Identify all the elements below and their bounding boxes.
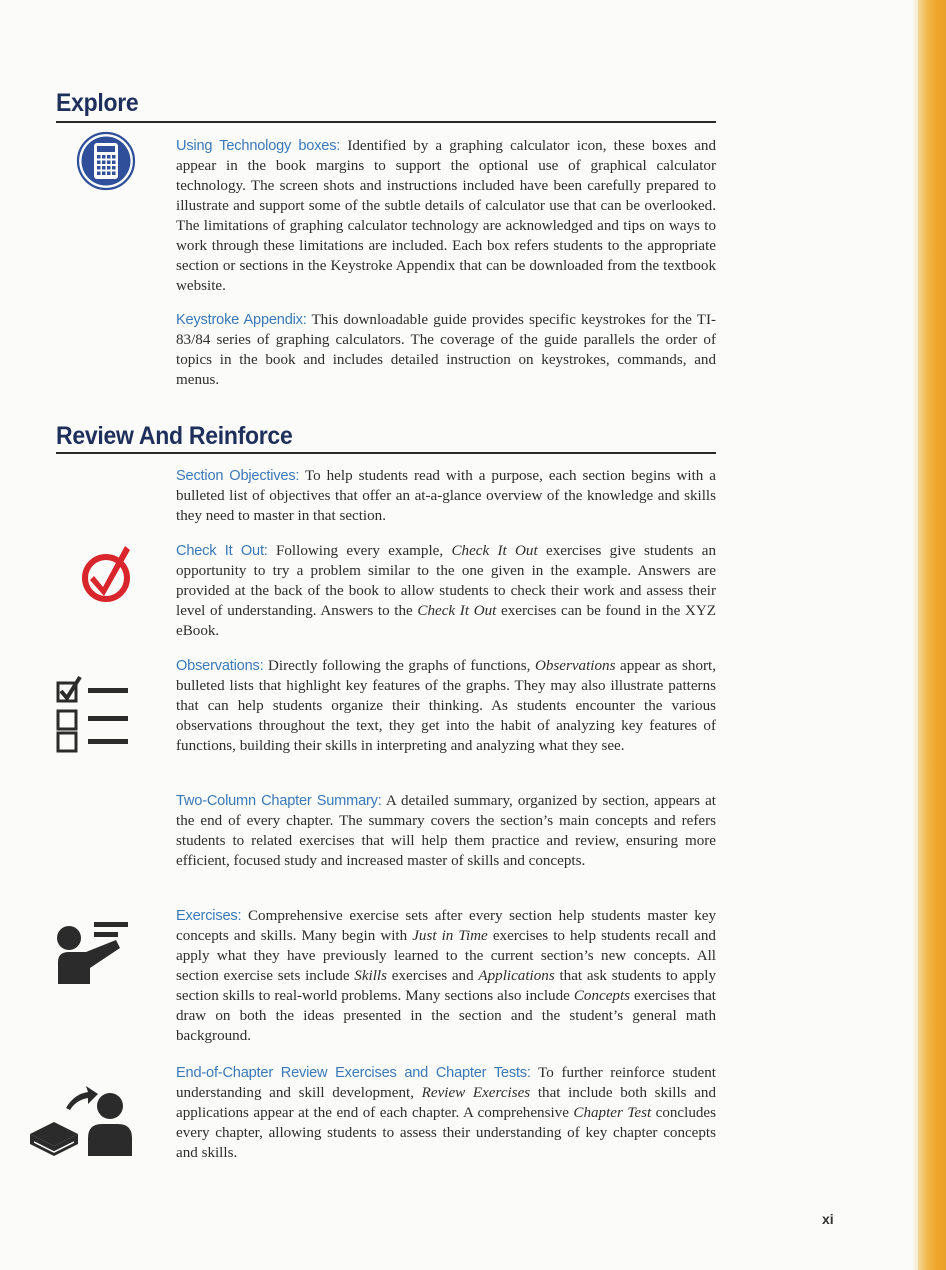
- entry-text: exercises can be found in the XYZ eBook.: [176, 603, 716, 639]
- page-edge: [918, 0, 946, 1270]
- entry-italic: Skills: [354, 968, 387, 984]
- entry-text: A detailed summary, organized by section, appears at the end of every chapter. The summary covers the section’s main concepts and refers students to related exercises that will help them practice and review, ensuring more efficient, focused study and increased master of skills and concepts.: [176, 793, 716, 869]
- entry-lead: Two-Column Chapter Summary:: [176, 793, 382, 809]
- entry-lead: End-of-Chapter Review Exercises and Chapter Tests:: [176, 1065, 531, 1081]
- page-number: xi: [822, 1211, 834, 1227]
- section-heading-review: Review And Reinforce: [56, 422, 293, 450]
- entry-text: Directly following the graphs of functions,: [263, 658, 535, 674]
- entry-text: Following every example,: [267, 543, 452, 559]
- entry-text: Identified by a graphing calculator icon, these boxes and appear in the book margins to support the optional use of graphical calculator technology. The screen shots and instructions included have been carefully prepared to illustrate and support some of the subtle details of calculator use that can be overlooked. The limitations of graphing calculator technology are acknowledged and tips on ways to work through these limitations are included. Each box refers students to the appropriate section or sections in the Keystroke Appendix that can be downloaded from the textbook website.: [176, 138, 717, 294]
- entry-chapter-summary: [176, 791, 716, 871]
- entry-italic: Concepts: [573, 988, 631, 1004]
- entry-text: appear as short, bulleted lists that highlight key features of the graphs. They may also illustrate patterns that can help students organize their thinking. As students encounter the various observations throughout the text, they get into the habit of analyzing key features of functions, building their skills in interpreting and analyzing what they see.: [176, 658, 716, 754]
- entry-using-technology: [176, 136, 716, 296]
- teacher-icon: [56, 918, 134, 986]
- entry-lead: Observations:: [176, 658, 264, 674]
- entry-text: concludes every chapter, allowing students to assess their understanding of key chapter concepts and skills.: [176, 1105, 716, 1161]
- entry-text: This downloadable guide provides specific keystrokes for the TI-83/84 series of graphing calculators. The coverage of the guide parallels the order of topics in the book and includes detailed instruction on keystrokes, commands, and menus.: [176, 312, 717, 388]
- entry-observations: [176, 656, 716, 756]
- entry-italic: Just in Time: [412, 928, 488, 944]
- entry-italic: Applications: [478, 968, 555, 984]
- entry-lead: Section Objectives:: [176, 468, 300, 484]
- entry-italic: Check It Out: [451, 543, 538, 559]
- entry-text: exercises give students an opportunity to try a problem similar to the one given in the example. Answers are provided at the back of the book to allow students to check their work and assess their level of understanding. Answers to the: [176, 543, 717, 619]
- entry-exercises: [176, 906, 716, 1046]
- entry-text: that include both skills and applications appear at the end of each chapter. A comprehensive: [176, 1085, 716, 1121]
- entry-text: To further reinforce student understanding and skill development,: [176, 1065, 716, 1101]
- checkmark-icon: [80, 542, 138, 606]
- entry-text: exercises to help students recall and apply what they have previously learned to the current section’s new concepts. All section exercise sets include: [176, 928, 716, 984]
- entry-section-objectives: [176, 466, 716, 526]
- entry-check-it-out: [176, 541, 716, 641]
- entry-italic: Review Exercises: [421, 1085, 531, 1101]
- entry-review-exercises: [176, 1063, 716, 1163]
- entry-italic: Check It Out: [417, 603, 497, 619]
- entry-lead: Using Technology boxes:: [176, 138, 341, 154]
- entry-keystroke-appendix: [176, 310, 716, 390]
- section-heading-explore: Explore: [56, 89, 139, 117]
- entry-text: exercises and: [387, 968, 479, 984]
- entry-text: To help students read with a purpose, each section begins with a bulleted list of objectives that offer an at-a-glance overview of the knowledge and skills they need to master in that section.: [176, 468, 716, 524]
- entry-text: that ask students to apply section skills to real-world problems. Many sections also include: [176, 968, 716, 1004]
- study-icon: [26, 1076, 134, 1166]
- entry-text: exercises that draw on both the ideas presented in the section and the student’s general math background.: [176, 988, 716, 1044]
- calculator-icon: [76, 131, 136, 191]
- entry-lead: Keystroke Appendix:: [176, 312, 307, 328]
- entry-italic: Chapter Test: [573, 1105, 652, 1121]
- entry-text: Comprehensive exercise sets after every section help students master key concepts and skills. Many begin with: [176, 908, 716, 944]
- section-rule: [56, 121, 716, 123]
- entry-italic: Observations: [534, 658, 616, 674]
- section-rule: [56, 452, 716, 454]
- entry-lead: Check It Out:: [176, 543, 268, 559]
- checklist-icon: [56, 673, 132, 753]
- entry-lead: Exercises:: [176, 908, 242, 924]
